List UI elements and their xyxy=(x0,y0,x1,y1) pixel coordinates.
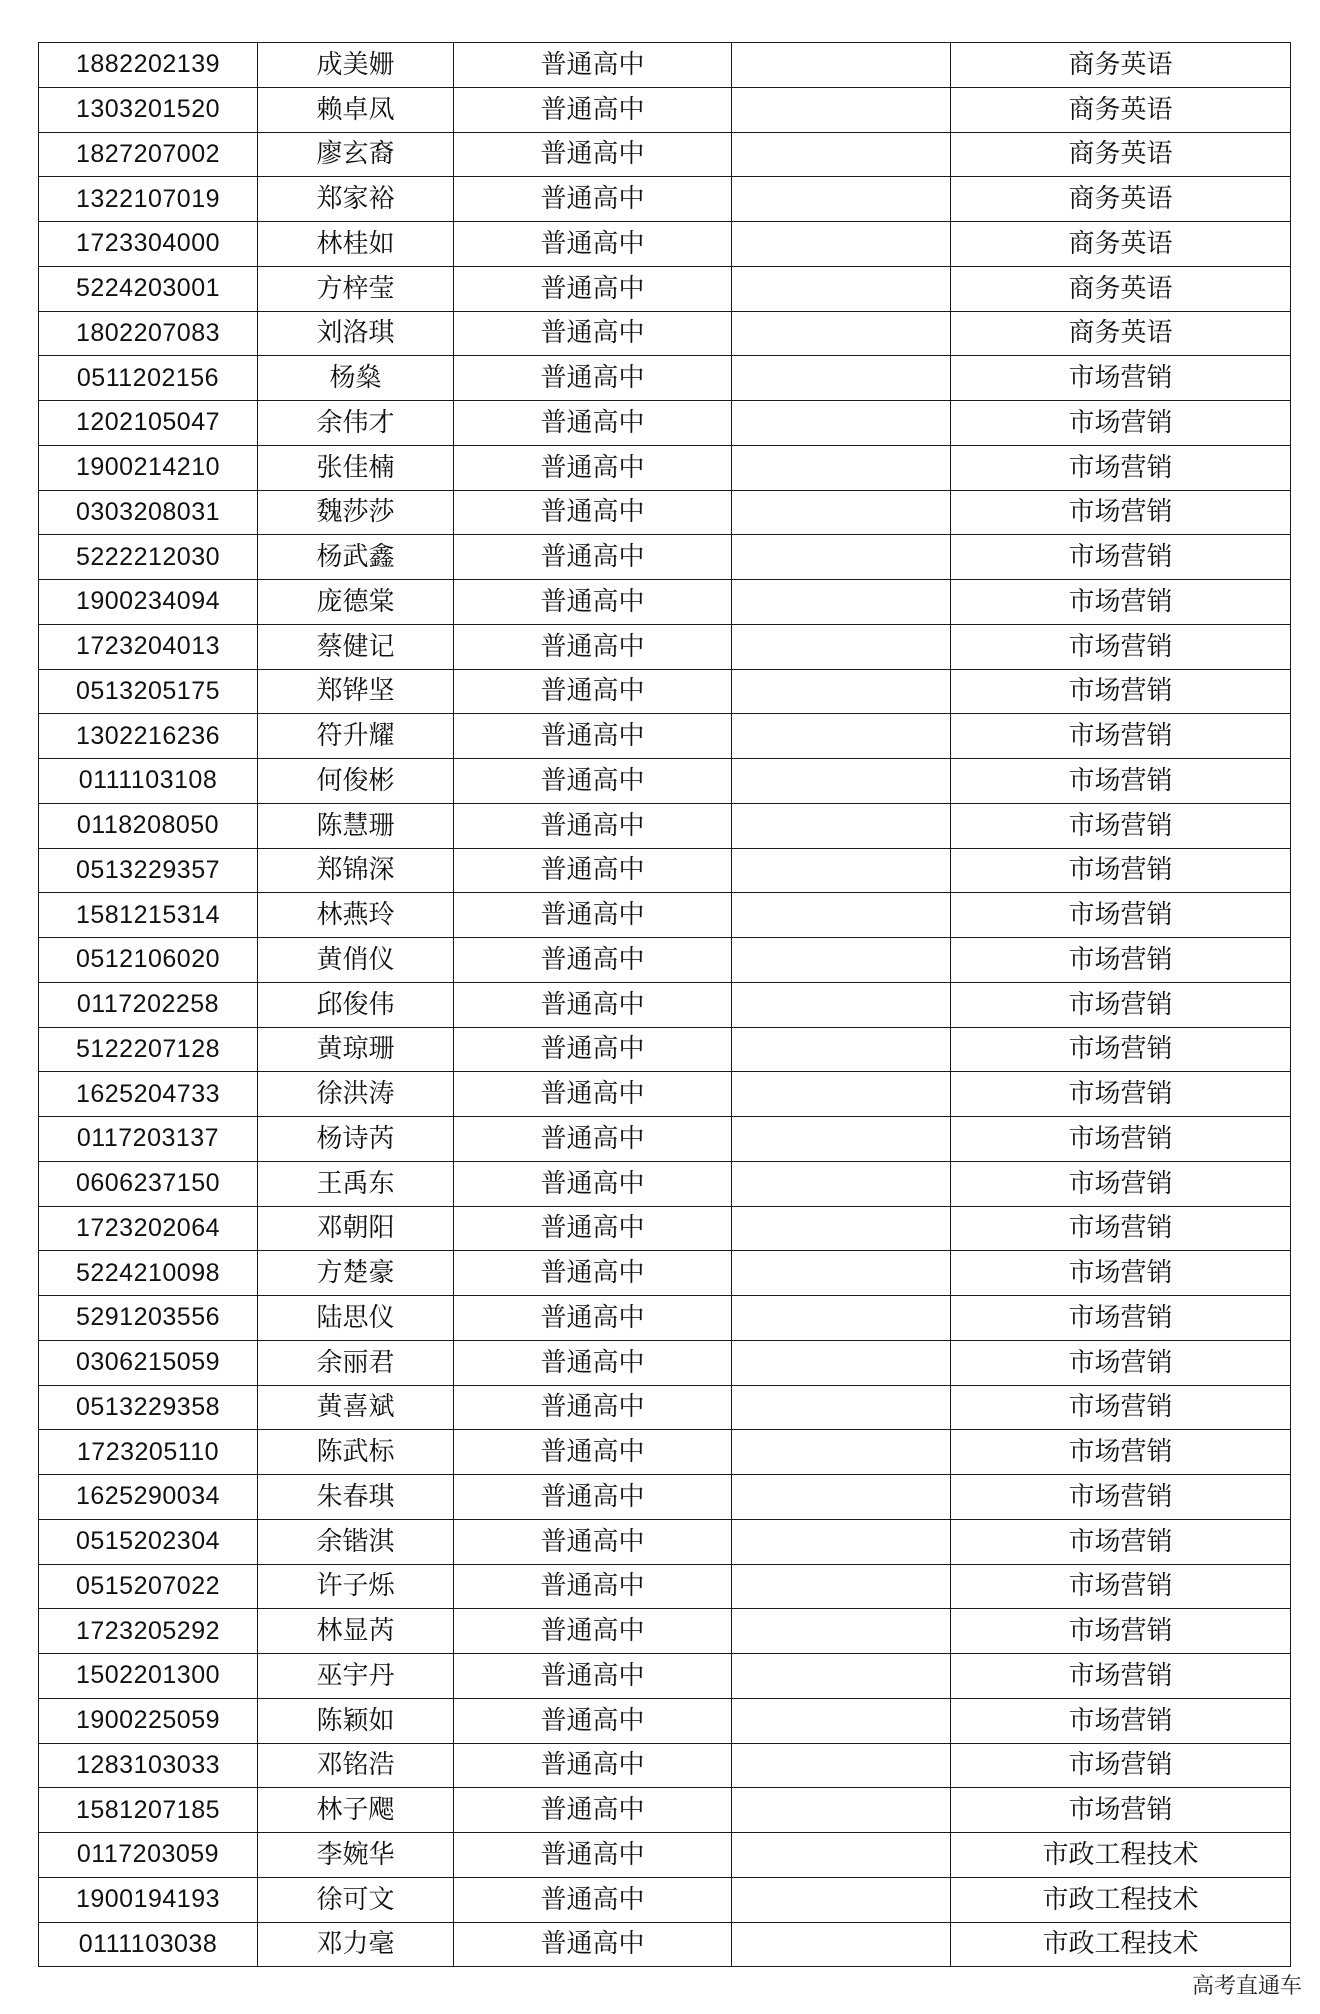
school-type-cell: 普通高中 xyxy=(454,803,732,848)
school-type-cell: 普通高中 xyxy=(454,87,732,132)
blank-cell xyxy=(732,356,951,401)
blank-cell xyxy=(732,714,951,759)
table-row xyxy=(39,1609,1291,1654)
table-row xyxy=(39,1698,1291,1743)
table-row xyxy=(39,893,1291,938)
school-type-cell: 普通高中 xyxy=(454,1519,732,1564)
student-name-cell: 邓铭浩 xyxy=(258,1743,454,1788)
blank-cell xyxy=(732,982,951,1027)
table-row xyxy=(39,624,1291,669)
blank-cell xyxy=(732,1117,951,1162)
blank-cell xyxy=(732,1340,951,1385)
student-name-cell: 符升耀 xyxy=(258,714,454,759)
school-type-cell: 普通高中 xyxy=(454,535,732,580)
major-cell: 市场营销 xyxy=(951,401,1291,446)
student-name-cell: 何俊彬 xyxy=(258,759,454,804)
school-type-cell: 普通高中 xyxy=(454,1698,732,1743)
school-type-cell: 普通高中 xyxy=(454,759,732,804)
major-cell: 商务英语 xyxy=(951,222,1291,267)
table-row xyxy=(39,1430,1291,1475)
major-cell: 市场营销 xyxy=(951,982,1291,1027)
major-cell: 市场营销 xyxy=(951,1698,1291,1743)
table-row xyxy=(39,1117,1291,1162)
exam-number-cell: 1283103033 xyxy=(39,1743,258,1788)
table-row xyxy=(39,1072,1291,1117)
table-row xyxy=(39,222,1291,267)
watermark-text: 高考直通车 xyxy=(1191,1974,1302,1999)
blank-cell xyxy=(732,1072,951,1117)
major-cell: 市场营销 xyxy=(951,1251,1291,1296)
exam-number-cell: 0512106020 xyxy=(39,938,258,983)
blank-cell xyxy=(732,803,951,848)
table-row xyxy=(39,490,1291,535)
blank-cell xyxy=(732,535,951,580)
major-cell: 市场营销 xyxy=(951,1161,1291,1206)
table-row xyxy=(39,1027,1291,1072)
school-type-cell: 普通高中 xyxy=(454,266,732,311)
student-name-cell: 余丽君 xyxy=(258,1340,454,1385)
school-type-cell: 普通高中 xyxy=(454,1654,732,1699)
school-type-cell: 普通高中 xyxy=(454,43,732,88)
school-type-cell: 普通高中 xyxy=(454,490,732,535)
school-type-cell: 普通高中 xyxy=(454,893,732,938)
table-row xyxy=(39,982,1291,1027)
major-cell: 市场营销 xyxy=(951,669,1291,714)
table-row xyxy=(39,1877,1291,1922)
blank-cell xyxy=(732,624,951,669)
blank-cell xyxy=(732,1564,951,1609)
student-name-cell: 陈武标 xyxy=(258,1430,454,1475)
school-type-cell: 普通高中 xyxy=(454,1117,732,1162)
table-row xyxy=(39,177,1291,222)
table-row xyxy=(39,1251,1291,1296)
blank-cell xyxy=(732,669,951,714)
major-cell: 市场营销 xyxy=(951,580,1291,625)
major-cell: 市场营销 xyxy=(951,356,1291,401)
school-type-cell: 普通高中 xyxy=(454,624,732,669)
table-row xyxy=(39,1296,1291,1341)
exam-number-cell: 1202105047 xyxy=(39,401,258,446)
table-row xyxy=(39,445,1291,490)
table-row xyxy=(39,938,1291,983)
exam-number-cell: 5222212030 xyxy=(39,535,258,580)
major-cell: 市场营销 xyxy=(951,759,1291,804)
student-name-cell: 郑家裕 xyxy=(258,177,454,222)
major-cell: 市场营销 xyxy=(951,624,1291,669)
exam-number-cell: 1723304000 xyxy=(39,222,258,267)
major-cell: 市场营销 xyxy=(951,1430,1291,1475)
exam-number-cell: 0111103038 xyxy=(39,1922,258,1967)
major-cell: 市场营销 xyxy=(951,803,1291,848)
table-row xyxy=(39,669,1291,714)
major-cell: 市场营销 xyxy=(951,893,1291,938)
major-cell: 商务英语 xyxy=(951,311,1291,356)
student-name-cell: 李婉华 xyxy=(258,1833,454,1878)
school-type-cell: 普通高中 xyxy=(454,356,732,401)
major-cell: 市场营销 xyxy=(951,445,1291,490)
table-row xyxy=(39,1206,1291,1251)
student-name-cell: 邓力毫 xyxy=(258,1922,454,1967)
table-row xyxy=(39,87,1291,132)
blank-cell xyxy=(732,1296,951,1341)
major-cell: 市场营销 xyxy=(951,1654,1291,1699)
school-type-cell: 普通高中 xyxy=(454,1161,732,1206)
exam-number-cell: 1581215314 xyxy=(39,893,258,938)
major-cell: 市场营销 xyxy=(951,848,1291,893)
table-body xyxy=(39,43,1291,1967)
school-type-cell: 普通高中 xyxy=(454,669,732,714)
major-cell: 商务英语 xyxy=(951,43,1291,88)
school-type-cell: 普通高中 xyxy=(454,848,732,893)
table-row xyxy=(39,1564,1291,1609)
school-type-cell: 普通高中 xyxy=(454,177,732,222)
major-cell: 市场营销 xyxy=(951,535,1291,580)
blank-cell xyxy=(732,938,951,983)
blank-cell xyxy=(732,1833,951,1878)
major-cell: 市场营销 xyxy=(951,1788,1291,1833)
student-name-cell: 刘洛琪 xyxy=(258,311,454,356)
major-cell: 市场营销 xyxy=(951,1475,1291,1520)
blank-cell xyxy=(732,1206,951,1251)
school-type-cell: 普通高中 xyxy=(454,1564,732,1609)
exam-number-cell: 0111103108 xyxy=(39,759,258,804)
school-type-cell: 普通高中 xyxy=(454,1385,732,1430)
student-name-cell: 巫宇丹 xyxy=(258,1654,454,1699)
exam-number-cell: 1723205110 xyxy=(39,1430,258,1475)
school-type-cell: 普通高中 xyxy=(454,1877,732,1922)
blank-cell xyxy=(732,177,951,222)
school-type-cell: 普通高中 xyxy=(454,714,732,759)
school-type-cell: 普通高中 xyxy=(454,222,732,267)
blank-cell xyxy=(732,1654,951,1699)
blank-cell xyxy=(732,1922,951,1967)
blank-cell xyxy=(732,580,951,625)
student-name-cell: 陈颖如 xyxy=(258,1698,454,1743)
blank-cell xyxy=(732,1609,951,1654)
exam-number-cell: 0303208031 xyxy=(39,490,258,535)
exam-number-cell: 0513229358 xyxy=(39,1385,258,1430)
table-row xyxy=(39,1743,1291,1788)
school-type-cell: 普通高中 xyxy=(454,1251,732,1296)
major-cell: 市场营销 xyxy=(951,1609,1291,1654)
table-row xyxy=(39,1833,1291,1878)
school-type-cell: 普通高中 xyxy=(454,1430,732,1475)
school-type-cell: 普通高中 xyxy=(454,1206,732,1251)
major-cell: 市场营销 xyxy=(951,1385,1291,1430)
admission-list-table xyxy=(38,42,1291,1967)
student-name-cell: 成美姗 xyxy=(258,43,454,88)
table-row xyxy=(39,1519,1291,1564)
major-cell: 商务英语 xyxy=(951,177,1291,222)
blank-cell xyxy=(732,490,951,535)
exam-number-cell: 1802207083 xyxy=(39,311,258,356)
exam-number-cell: 1322107019 xyxy=(39,177,258,222)
student-name-cell: 方梓莹 xyxy=(258,266,454,311)
exam-number-cell: 1303201520 xyxy=(39,87,258,132)
school-type-cell: 普通高中 xyxy=(454,1609,732,1654)
table-row xyxy=(39,1922,1291,1967)
student-name-cell: 黄俏仪 xyxy=(258,938,454,983)
blank-cell xyxy=(732,222,951,267)
major-cell: 市政工程技术 xyxy=(951,1877,1291,1922)
blank-cell xyxy=(732,132,951,177)
table-row xyxy=(39,803,1291,848)
exam-number-cell: 5122207128 xyxy=(39,1027,258,1072)
school-type-cell: 普通高中 xyxy=(454,445,732,490)
blank-cell xyxy=(732,43,951,88)
table-row xyxy=(39,1340,1291,1385)
school-type-cell: 普通高中 xyxy=(454,1072,732,1117)
school-type-cell: 普通高中 xyxy=(454,401,732,446)
table-row xyxy=(39,1654,1291,1699)
student-name-cell: 邓朝阳 xyxy=(258,1206,454,1251)
student-name-cell: 黄琼珊 xyxy=(258,1027,454,1072)
major-cell: 市政工程技术 xyxy=(951,1833,1291,1878)
school-type-cell: 普通高中 xyxy=(454,1027,732,1072)
major-cell: 商务英语 xyxy=(951,266,1291,311)
school-type-cell: 普通高中 xyxy=(454,1922,732,1967)
student-name-cell: 王禹东 xyxy=(258,1161,454,1206)
exam-number-cell: 0513205175 xyxy=(39,669,258,714)
student-name-cell: 朱春琪 xyxy=(258,1475,454,1520)
exam-number-cell: 1723204013 xyxy=(39,624,258,669)
exam-number-cell: 1900234094 xyxy=(39,580,258,625)
exam-number-cell: 1625204733 xyxy=(39,1072,258,1117)
table-row xyxy=(39,132,1291,177)
exam-number-cell: 1723205292 xyxy=(39,1609,258,1654)
exam-number-cell: 0118208050 xyxy=(39,803,258,848)
major-cell: 市场营销 xyxy=(951,1340,1291,1385)
student-name-cell: 张佳楠 xyxy=(258,445,454,490)
student-name-cell: 杨燊 xyxy=(258,356,454,401)
student-name-cell: 徐可文 xyxy=(258,1877,454,1922)
school-type-cell: 普通高中 xyxy=(454,132,732,177)
student-name-cell: 郑锦深 xyxy=(258,848,454,893)
blank-cell xyxy=(732,893,951,938)
student-name-cell: 杨诗芮 xyxy=(258,1117,454,1162)
blank-cell xyxy=(732,266,951,311)
major-cell: 市场营销 xyxy=(951,1743,1291,1788)
table-row xyxy=(39,1385,1291,1430)
table-row xyxy=(39,1788,1291,1833)
student-name-cell: 林燕玲 xyxy=(258,893,454,938)
student-name-cell: 徐洪涛 xyxy=(258,1072,454,1117)
table-row xyxy=(39,43,1291,88)
exam-number-cell: 0511202156 xyxy=(39,356,258,401)
exam-number-cell: 1827207002 xyxy=(39,132,258,177)
school-type-cell: 普通高中 xyxy=(454,580,732,625)
school-type-cell: 普通高中 xyxy=(454,938,732,983)
exam-number-cell: 1900214210 xyxy=(39,445,258,490)
table-row xyxy=(39,356,1291,401)
major-cell: 市场营销 xyxy=(951,1027,1291,1072)
table-row xyxy=(39,580,1291,625)
student-name-cell: 许子烁 xyxy=(258,1564,454,1609)
exam-number-cell: 5224203001 xyxy=(39,266,258,311)
blank-cell xyxy=(732,87,951,132)
student-name-cell: 林子飔 xyxy=(258,1788,454,1833)
exam-number-cell: 0117202258 xyxy=(39,982,258,1027)
blank-cell xyxy=(732,1430,951,1475)
exam-number-cell: 1900194193 xyxy=(39,1877,258,1922)
blank-cell xyxy=(732,1161,951,1206)
blank-cell xyxy=(732,1788,951,1833)
exam-number-cell: 0606237150 xyxy=(39,1161,258,1206)
major-cell: 市场营销 xyxy=(951,1519,1291,1564)
table-row xyxy=(39,266,1291,311)
student-name-cell: 赖卓凤 xyxy=(258,87,454,132)
exam-number-cell: 1502201300 xyxy=(39,1654,258,1699)
blank-cell xyxy=(732,1385,951,1430)
exam-number-cell: 1723202064 xyxy=(39,1206,258,1251)
blank-cell xyxy=(732,1251,951,1296)
student-name-cell: 庞德棠 xyxy=(258,580,454,625)
table-row xyxy=(39,759,1291,804)
student-name-cell: 余锴淇 xyxy=(258,1519,454,1564)
major-cell: 市场营销 xyxy=(951,1072,1291,1117)
school-type-cell: 普通高中 xyxy=(454,311,732,356)
exam-number-cell: 0117203059 xyxy=(39,1833,258,1878)
student-name-cell: 林桂如 xyxy=(258,222,454,267)
exam-number-cell: 5291203556 xyxy=(39,1296,258,1341)
major-cell: 商务英语 xyxy=(951,87,1291,132)
student-name-cell: 方楚豪 xyxy=(258,1251,454,1296)
student-name-cell: 林显芮 xyxy=(258,1609,454,1654)
student-name-cell: 蔡健记 xyxy=(258,624,454,669)
student-name-cell: 余伟才 xyxy=(258,401,454,446)
school-type-cell: 普通高中 xyxy=(454,1743,732,1788)
student-name-cell: 魏莎莎 xyxy=(258,490,454,535)
table-row xyxy=(39,401,1291,446)
blank-cell xyxy=(732,848,951,893)
exam-number-cell: 1302216236 xyxy=(39,714,258,759)
table-row xyxy=(39,311,1291,356)
school-type-cell: 普通高中 xyxy=(454,1296,732,1341)
school-type-cell: 普通高中 xyxy=(454,1788,732,1833)
blank-cell xyxy=(732,1475,951,1520)
major-cell: 市场营销 xyxy=(951,1117,1291,1162)
table-row xyxy=(39,1161,1291,1206)
exam-number-cell: 0117203137 xyxy=(39,1117,258,1162)
blank-cell xyxy=(732,1519,951,1564)
blank-cell xyxy=(732,1877,951,1922)
student-name-cell: 郑铧坚 xyxy=(258,669,454,714)
exam-number-cell: 0515202304 xyxy=(39,1519,258,1564)
major-cell: 市场营销 xyxy=(951,1206,1291,1251)
exam-number-cell: 5224210098 xyxy=(39,1251,258,1296)
exam-number-cell: 1581207185 xyxy=(39,1788,258,1833)
school-type-cell: 普通高中 xyxy=(454,1475,732,1520)
school-type-cell: 普通高中 xyxy=(454,1340,732,1385)
student-name-cell: 杨武鑫 xyxy=(258,535,454,580)
student-name-cell: 邱俊伟 xyxy=(258,982,454,1027)
student-name-cell: 黄喜斌 xyxy=(258,1385,454,1430)
exam-number-cell: 1625290034 xyxy=(39,1475,258,1520)
blank-cell xyxy=(732,1743,951,1788)
major-cell: 商务英语 xyxy=(951,132,1291,177)
blank-cell xyxy=(732,311,951,356)
table-row xyxy=(39,535,1291,580)
exam-number-cell: 0513229357 xyxy=(39,848,258,893)
major-cell: 市场营销 xyxy=(951,490,1291,535)
blank-cell xyxy=(732,401,951,446)
blank-cell xyxy=(732,445,951,490)
school-type-cell: 普通高中 xyxy=(454,982,732,1027)
blank-cell xyxy=(732,1698,951,1743)
table-row xyxy=(39,714,1291,759)
major-cell: 市场营销 xyxy=(951,1564,1291,1609)
student-name-cell: 陈慧珊 xyxy=(258,803,454,848)
school-type-cell: 普通高中 xyxy=(454,1833,732,1878)
table-row xyxy=(39,848,1291,893)
major-cell: 市场营销 xyxy=(951,1296,1291,1341)
exam-number-cell: 1882202139 xyxy=(39,43,258,88)
major-cell: 市场营销 xyxy=(951,714,1291,759)
exam-number-cell: 0515207022 xyxy=(39,1564,258,1609)
exam-number-cell: 0306215059 xyxy=(39,1340,258,1385)
table-row xyxy=(39,1475,1291,1520)
major-cell: 市场营销 xyxy=(951,938,1291,983)
blank-cell xyxy=(732,1027,951,1072)
major-cell: 市政工程技术 xyxy=(951,1922,1291,1967)
student-name-cell: 廖玄裔 xyxy=(258,132,454,177)
blank-cell xyxy=(732,759,951,804)
student-name-cell: 陆思仪 xyxy=(258,1296,454,1341)
exam-number-cell: 1900225059 xyxy=(39,1698,258,1743)
